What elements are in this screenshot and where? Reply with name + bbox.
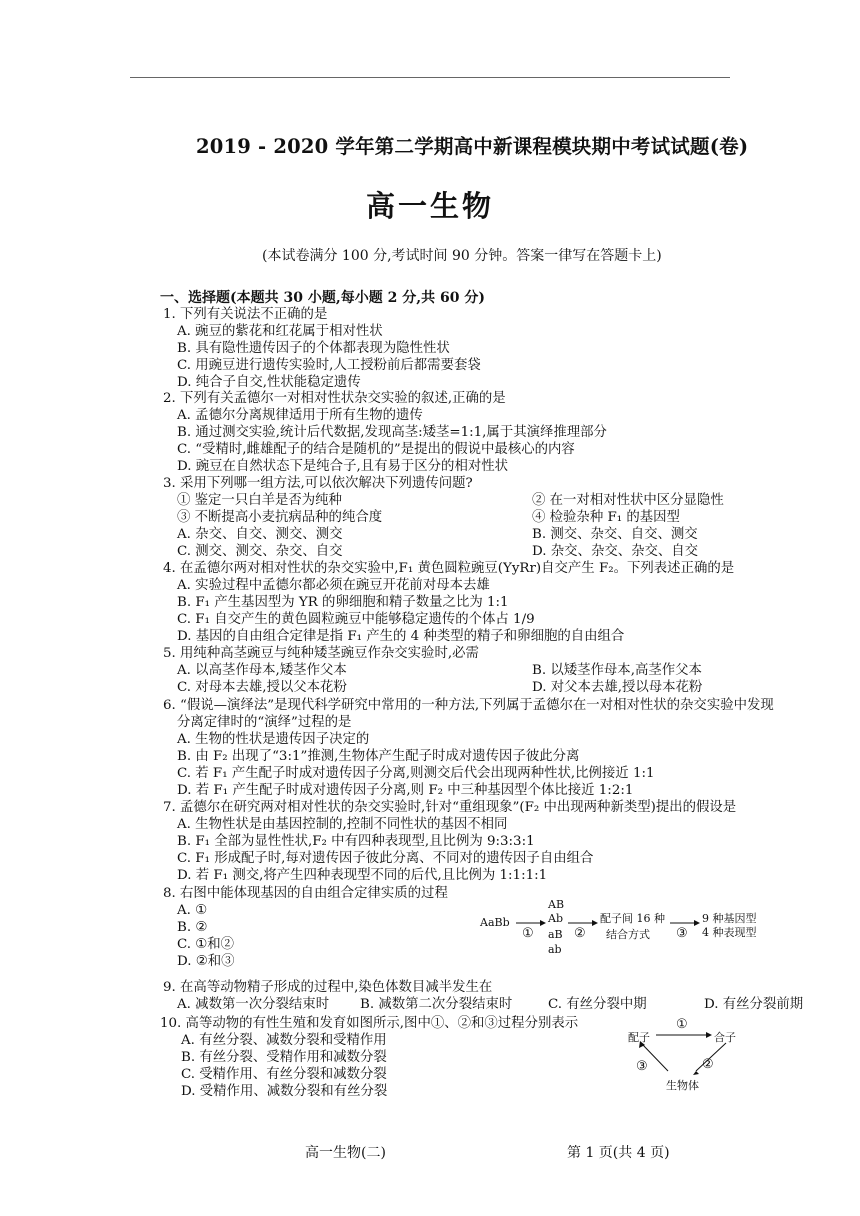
q6-option-c: C. 若 F₁ 产生配子时成对遗传因子分离,则测交后代会出现两种性状,比例接近 1:1	[177, 766, 655, 781]
fig8-parent: AaBb	[480, 916, 510, 929]
fig8-gamete-ab3: aB	[548, 928, 563, 941]
q8-option-c: C. ①和②	[177, 937, 235, 952]
question-7: 7. 孟德尔在研究两对相对性状的杂交实验时,针对“重组现象”(F₂ 中出现两种新类型)提出的假设是	[163, 800, 737, 815]
question-6: 6. “假说—演绎法”是现代科学研究中常用的一种方法,下列属于孟德尔在一对相对性状的杂交实验中发现	[163, 698, 774, 713]
fig8-gamete-ab1: AB	[548, 898, 565, 911]
fig10-step-1: ①	[676, 1017, 688, 1032]
fig10-step-2: ②	[702, 1057, 714, 1072]
q3-item-4: ④ 检验杂种 F₁ 的基因型	[532, 510, 680, 525]
q6-option-d: D. 若 F₁ 产生配子时成对遗传因子分离,则 F₂ 中三种基因型个体比接近 1:2:1	[177, 783, 634, 798]
question-4: 4. 在孟德尔两对相对性状的杂交实验中,F₁ 黄色圆粒豌豆(YyRr)自交产生 F₂。下列表述正确的是	[163, 561, 735, 576]
q2-option-a: A. 孟德尔分离规律适用于所有生物的遗传	[177, 408, 423, 423]
q10-option-c: C. 受精作用、有丝分裂和减数分裂	[181, 1067, 387, 1082]
figure-8-diagram	[480, 898, 770, 958]
question-5: 5. 用纯种高茎豌豆与纯种矮茎豌豆作杂交实验时,必需	[163, 646, 479, 661]
q3-option-a: A. 杂交、自交、测交、测交	[177, 527, 343, 542]
q7-option-d: D. 若 F₁ 测交,将产生四种表现型不同的后代,且比例为 1:1:1:1	[177, 868, 548, 883]
q1-option-d: D. 纯合子自交,性状能稳定遗传	[177, 375, 361, 390]
footer-subject: 高一生物(二)	[305, 1145, 386, 1161]
fig10-gamete: 配子	[628, 1031, 650, 1044]
q3-option-b: B. 测交、杂交、自交、测交	[532, 527, 698, 542]
fig8-step-3: ③	[676, 926, 688, 941]
q10-option-a: A. 有丝分裂、减数分裂和受精作用	[181, 1033, 387, 1048]
q9-option-c: C. 有丝分裂中期	[548, 997, 647, 1012]
fig8-mid-1: 配子间 16 种	[600, 912, 665, 925]
q10-option-d: D. 受精作用、减数分裂和有丝分裂	[181, 1084, 388, 1099]
q5-option-d: D. 对父本去雄,授以母本花粉	[532, 680, 703, 695]
fig8-gamete-ab2: Ab	[548, 912, 563, 925]
exam-title: 2019 - 2020 学年第二学期高中新课程模块期中考试试题(卷)	[196, 135, 749, 158]
fig10-zygote: 合子	[714, 1031, 736, 1044]
question-2: 2. 下列有关孟德尔一对相对性状杂交实验的叙述,正确的是	[163, 391, 506, 406]
fig8-end-2: 4 种表现型	[702, 926, 757, 939]
fig8-end-1: 9 种基因型	[702, 912, 757, 925]
subject-title: 高一生物	[365, 189, 494, 223]
q10-option-b: B. 有丝分裂、受精作用和减数分裂	[181, 1050, 387, 1065]
question-10: 10. 高等动物的有性生殖和发育如图所示,图中①、②和③过程分别表示	[160, 1016, 579, 1031]
q1-option-a: A. 豌豆的紫花和红花属于相对性状	[177, 324, 383, 339]
q1-option-b: B. 具有隐性遗传因子的个体都表现为隐性性状	[177, 341, 450, 356]
q8-option-d: D. ②和③	[177, 954, 235, 969]
q3-option-c: C. 测交、测交、杂交、自交	[177, 544, 343, 559]
q8-option-a: A. ①	[177, 903, 208, 918]
q5-option-a: A. 以高茎作母本,矮茎作父本	[177, 663, 347, 678]
q2-option-c: C. “受精时,雌雄配子的结合是随机的”是提出的假说中最核心的内容	[177, 442, 575, 457]
q4-option-c: C. F₁ 自交产生的黄色圆粒豌豆中能够稳定遗传的个体占 1/9	[177, 612, 535, 627]
q5-option-c: C. 对母本去雄,授以父本花粉	[177, 680, 347, 695]
question-8: 8. 右图中能体现基因的自由组合定律实质的过程	[163, 886, 448, 901]
q8-option-b: B. ②	[177, 920, 208, 935]
page-number: 第 1 页(共 4 页)	[567, 1145, 670, 1161]
question-1: 1. 下列有关说法不正确的是	[163, 307, 328, 322]
q5-option-b: B. 以矮茎作母本,高茎作父本	[532, 663, 702, 678]
q9-option-a: A. 减数第一次分裂结束时	[177, 997, 330, 1012]
fig8-gamete-ab4: ab	[548, 943, 562, 956]
q7-option-a: A. 生物性状是由基因控制的,控制不同性状的基因不相同	[177, 817, 508, 832]
q3-option-d: D. 杂交、杂交、杂交、自交	[532, 544, 699, 559]
fig8-mid-2: 结合方式	[606, 928, 650, 941]
q9-option-b: B. 减数第二次分裂结束时	[360, 997, 513, 1012]
exam-note: (本试卷满分 100 分,考试时间 90 分钟。答案一律写在答题卡上)	[262, 248, 662, 264]
fig10-organism: 生物体	[666, 1079, 699, 1092]
question-6-cont: 分离定律时的“演绎”过程的是	[177, 715, 352, 730]
q1-option-c: C. 用豌豆进行遗传实验时,人工授粉前后都需要套袋	[177, 358, 481, 373]
q4-option-a: A. 实验过程中孟德尔都必须在豌豆开花前对母本去雄	[177, 578, 490, 593]
q7-option-c: C. F₁ 形成配子时,每对遗传因子彼此分离、不同对的遗传因子自由组合	[177, 851, 594, 866]
q2-option-d: D. 豌豆在自然状态下是纯合子,且有易于区分的相对性状	[177, 459, 509, 474]
q3-item-1: ① 鉴定一只白羊是否为纯种	[177, 493, 342, 508]
question-3: 3. 采用下列哪一组方法,可以依次解决下列遗传问题?	[163, 476, 473, 491]
figure-10-diagram	[626, 1017, 756, 1095]
q4-option-b: B. F₁ 产生基因型为 YR 的卵细胞和精子数量之比为 1:1	[177, 595, 509, 610]
q3-item-3: ③ 不断提高小麦抗病品种的纯合度	[177, 510, 383, 525]
section-heading: 一、选择题(本题共 30 小题,每小题 2 分,共 60 分)	[160, 290, 485, 306]
q6-option-b: B. 由 F₂ 出现了“3:1”推测,生物体产生配子时成对遗传因子彼此分离	[177, 749, 580, 764]
fig8-step-2: ②	[574, 926, 586, 941]
fig10-step-3: ③	[636, 1059, 648, 1074]
q4-option-d: D. 基因的自由组合定律是指 F₁ 产生的 4 种类型的精子和卵细胞的自由组合	[177, 629, 625, 644]
q7-option-b: B. F₁ 全部为显性性状,F₂ 中有四种表现型,且比例为 9:3:3:1	[177, 834, 535, 849]
q3-item-2: ② 在一对相对性状中区分显隐性	[532, 493, 724, 508]
question-9: 9. 在高等动物精子形成的过程中,染色体数目减半发生在	[163, 980, 493, 995]
q2-option-b: B. 通过测交实验,统计后代数据,发现高茎:矮茎=1:1,属于其演绎推理部分	[177, 425, 607, 440]
q9-option-d: D. 有丝分裂前期	[704, 997, 804, 1012]
top-rule	[130, 77, 730, 78]
fig8-step-1: ①	[522, 926, 534, 941]
q6-option-a: A. 生物的性状是遗传因子决定的	[177, 732, 370, 747]
